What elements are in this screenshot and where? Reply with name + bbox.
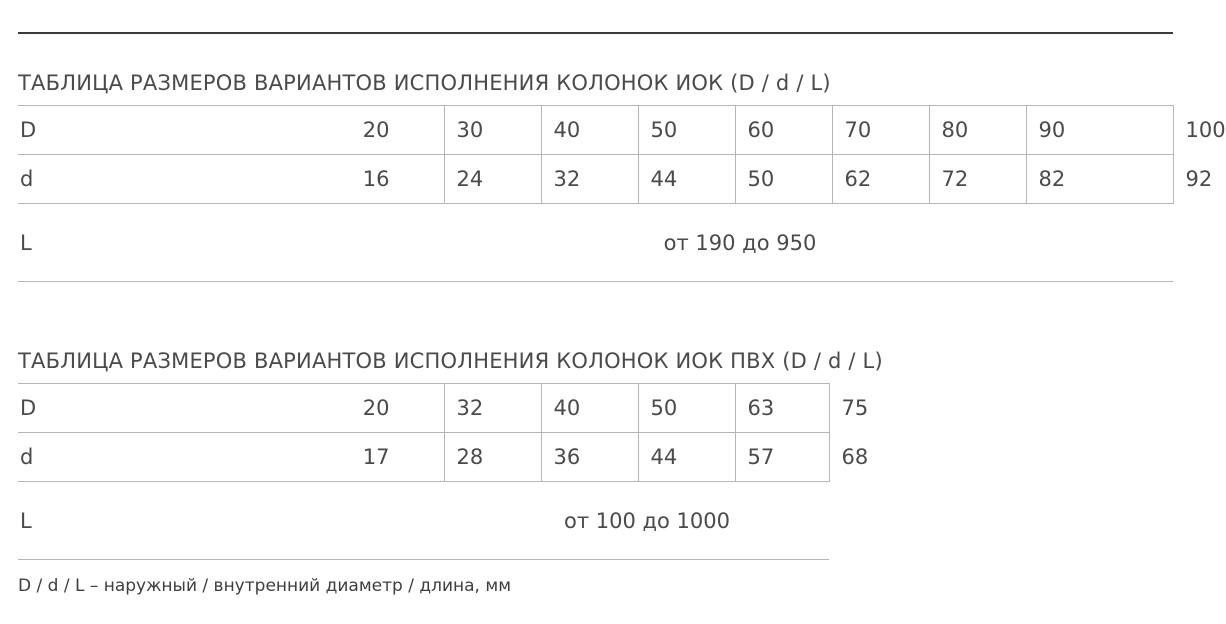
cell-value: 80: [929, 106, 1026, 155]
cell-value: 32: [541, 155, 638, 204]
cell-value: 63: [735, 384, 829, 433]
cell-value: 40: [541, 384, 638, 433]
table-1-row-d: d 16 24 32 44 50 62 72 82 92: [18, 155, 1173, 204]
cell-value: 82: [1026, 155, 1173, 204]
table-1: [18, 105, 1226, 282]
cell-value: 17: [347, 433, 444, 482]
cell-value: 36: [541, 433, 638, 482]
cell-value: 50: [638, 106, 735, 155]
length-range: от 100 до 1000: [347, 482, 829, 560]
cell-value: 40: [541, 106, 638, 155]
cell-value: 70: [832, 106, 929, 155]
cell-value: 20: [347, 384, 444, 433]
table-2-row-D: D 20 32 40 50 63 75: [18, 384, 829, 433]
table-2-row-L: [18, 482, 829, 560]
table-1-row-D: D 20 30 40 50 60 70 80 90 100: [18, 106, 1173, 155]
row-label-d: d: [18, 155, 347, 204]
cell-value: 16: [347, 155, 444, 204]
cell-value: 20: [347, 106, 444, 155]
cell-value: 30: [444, 106, 541, 155]
cell-value: 62: [832, 155, 929, 204]
cell-value: 44: [638, 155, 735, 204]
row-label-L: L: [18, 204, 347, 282]
cell-value: 60: [735, 106, 832, 155]
table-2-title: ТАБЛИЦА РАЗМЕРОВ ВАРИАНТОВ ИСПОЛНЕНИЯ КОЛОНОК ИОК ПВХ (D / d / L): [18, 349, 883, 373]
footnote: D / d / L – наружный / внутренний диаметр / длина, мм: [18, 576, 512, 596]
row-label-d: d: [18, 433, 347, 482]
length-range: от 190 до 950: [347, 204, 1173, 282]
table-2: [18, 383, 869, 560]
table-2-row-d: d 17 28 36 44 57 68: [18, 433, 829, 482]
table-1-row-L: [18, 204, 1173, 282]
row-label-L: L: [18, 482, 347, 560]
cell-value: 50: [638, 384, 735, 433]
row-label-D: D: [18, 106, 347, 155]
row-label-D: D: [18, 384, 347, 433]
cell-value: 50: [735, 155, 832, 204]
cell-value: 72: [929, 155, 1026, 204]
cell-value: 28: [444, 433, 541, 482]
cell-value: 57: [735, 433, 829, 482]
cell-value: 32: [444, 384, 541, 433]
cell-value: 24: [444, 155, 541, 204]
top-rule: [18, 32, 1173, 34]
cell-value: 90: [1026, 106, 1173, 155]
table-1-title: ТАБЛИЦА РАЗМЕРОВ ВАРИАНТОВ ИСПОЛНЕНИЯ КОЛОНОК ИОК (D / d / L): [18, 71, 831, 95]
cell-value: 44: [638, 433, 735, 482]
